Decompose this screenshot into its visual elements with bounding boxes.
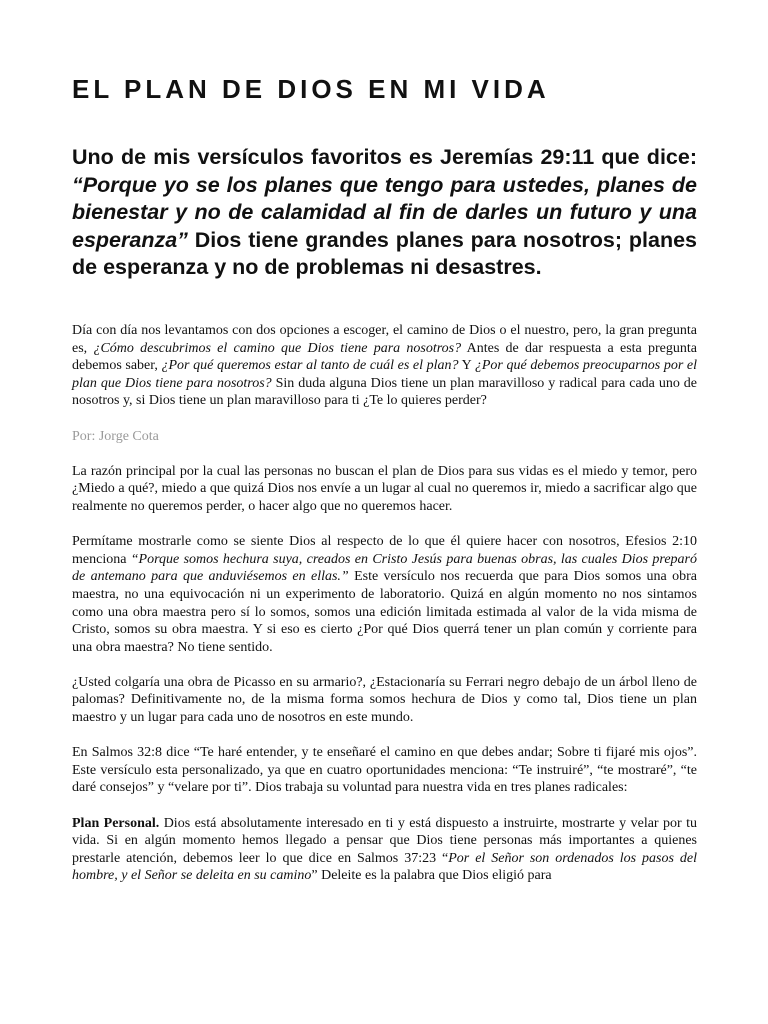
document-body	[72, 322, 697, 885]
p1-text-2: Antes de dar respuesta a esta pregunta debemos saber,	[72, 340, 697, 374]
p6-text-1: Dios está absolutamente interesado en ti y está dispuesto a instruirte, mostrarte y velar por tu vida. Si en algún momento hemos llegado a pensar que Dios tiene personas más importantes a quienes prestarle atención, debemos leer lo que dice en Salmos 37:23 “	[72, 815, 697, 866]
p1-text-4: Sin duda alguna Dios tiene un plan maravilloso y radical para cada uno de nosotros y, si Dios tiene un plan maravilloso para ti ¿Te lo quieres perder?	[72, 375, 697, 409]
paragraph-5: En Salmos 32:8 dice “Te haré entender, y te enseñaré el camino en que debes andar; Sobre ti fijaré mis ojos”. Este versículo esta personalizado, ya que en cuatro oportunidades menciona: “Te instruiré”, “te mostraré”, “te daré consejos” y “velare por ti”. Dios trabaja su voluntad para nuestra vida en tres planes radicales:	[72, 745, 697, 796]
paragraph-2: La razón principal por la cual las personas no buscan el plan de Dios para sus vidas es el miedo y temor, pero ¿Miedo a qué?, miedo a que quizá Dios nos envíe a un lugar al cual no queremos ir, miedo a sacrificar algo que realmente no queremos perder, o hacer algo que no queremos hacer.	[72, 463, 697, 514]
p1-text-3: Y	[458, 358, 475, 374]
lead-text-1: Uno de mis versículos favoritos es Jeremías 29:11 que dice:	[72, 145, 697, 169]
p3-italic-1: “Porque somos hechura suya, creados en Cristo Jesús para buenas obras, las cuales Dios preparó de antemano para que anduviésemos en ellas.”	[72, 551, 698, 585]
paragraph-3	[72, 533, 697, 656]
p1-text-1: Día con día nos levantamos con dos opciones a escoger, el camino de Dios o el nuestro, pero, la gran pregunta es,	[72, 323, 697, 356]
p6-text-2: ” Deleite es la palabra que Dios eligió para	[311, 868, 552, 884]
author-byline: Por: Jorge Cota	[72, 428, 159, 444]
p6-italic-1: Por el Señor son ordenados los pasos del hombre, y el Señor se deleita en su camino	[72, 850, 697, 884]
document-title: EL PLAN DE DIOS EN MI VIDA	[72, 74, 550, 104]
p1-italic-3: ¿Por qué debemos preocuparnos por el plan que Dios tiene para nosotros?	[72, 358, 697, 391]
lead-quote: “Porque yo se los planes que tengo para ustedes, planes de bienestar y no de calamidad al fin de darles un futuro y una esperanza”	[72, 172, 697, 252]
p1-italic-2: ¿Por qué queremos estar al tanto de cuál es el plan?	[161, 358, 459, 374]
paragraph-1	[72, 322, 697, 410]
p6-bold-heading: Plan Personal.	[72, 815, 160, 831]
p1-italic-1: ¿Cómo descubrimos el camino que Dios tiene para nosotros?	[93, 340, 462, 356]
lead-text-2: Dios tiene grandes planes para nosotros; planes de esperanza y no de problemas ni desastres.	[72, 227, 697, 279]
paragraph-4: ¿Usted colgaría una obra de Picasso en su armario?, ¿Estacionaría su Ferrari negro debajo de un árbol lleno de palomas? Definitivamente no, de la misma forma somos hechura de Dios y como tal, Dios tiene un plan maestro y un lugar para cada uno de nosotros en este mundo.	[72, 674, 697, 726]
p3-text-2: Este versículo nos recuerda que para Dios somos una obra maestra, no una equivocación ni un experimento de laboratorio. Quizá en algún momento no nos sintamos como una obra maestra pero sí lo somos, somos una edición limitada estimada al valor de la vida misma de Cristo, somos su obra maestra. Y si eso es cierto ¿Por qué Dios querrá tener un plan común y corriente para una obra maestra? No tiene sentido.	[72, 569, 697, 655]
lead-paragraph	[72, 144, 697, 282]
paragraph-6	[72, 815, 697, 885]
p3-text-1: Permítame mostrarle como se siente Dios al respecto de lo que él quiere hacer con nosotros, Efesios 2:10 menciona	[72, 534, 697, 567]
